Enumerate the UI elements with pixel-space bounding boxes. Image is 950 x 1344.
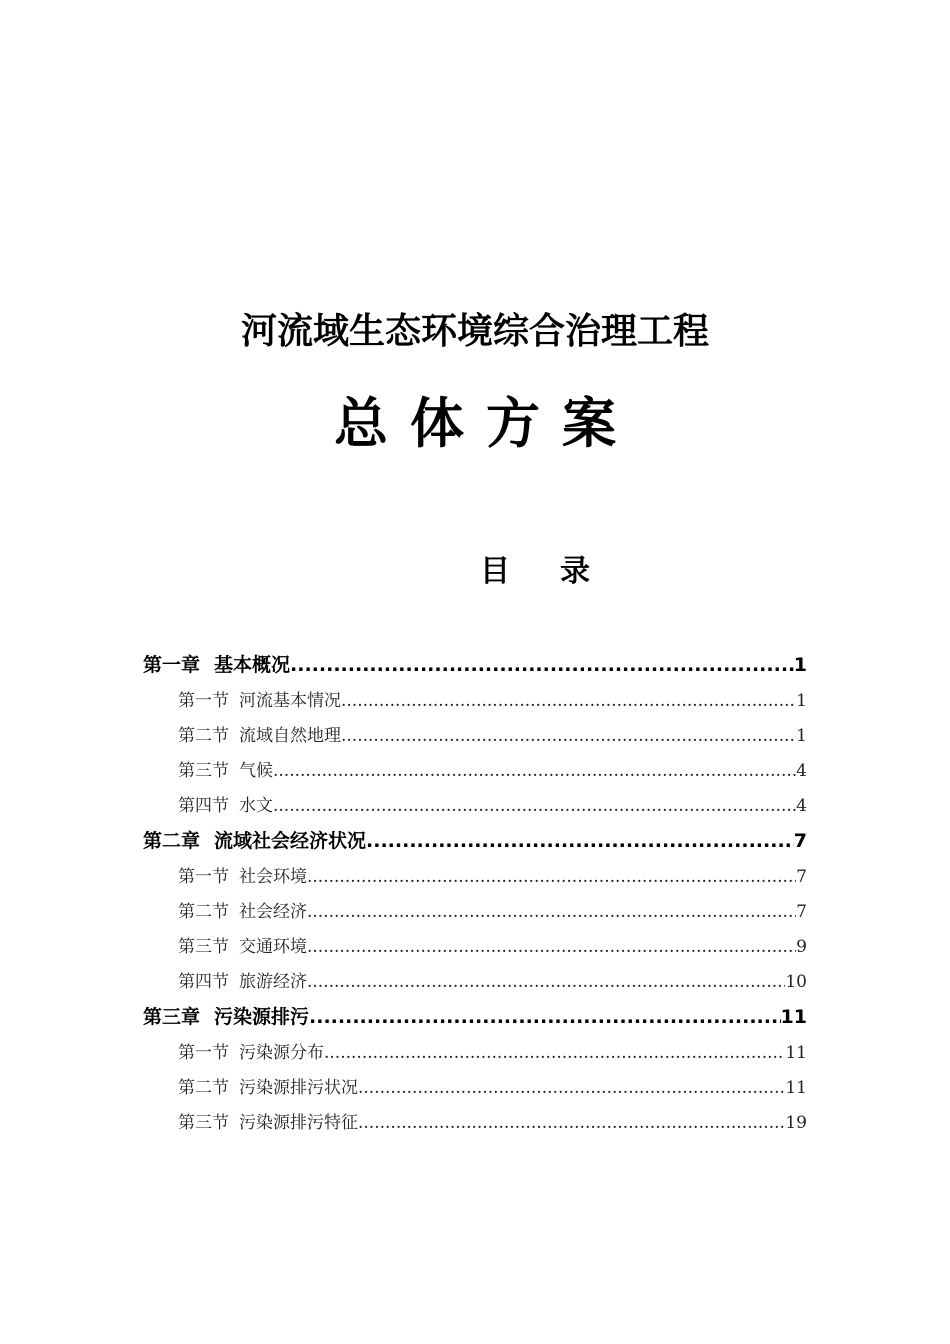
page-number: 11 xyxy=(780,1006,807,1028)
leader-dots xyxy=(341,726,796,746)
page-number: 19 xyxy=(785,1113,807,1133)
section-title: 社会经济 xyxy=(239,902,307,922)
section-number: 第一节 xyxy=(178,1043,229,1063)
leader-dots xyxy=(358,1078,785,1098)
leader-dots xyxy=(358,1113,785,1133)
toc-chapter[interactable] xyxy=(143,650,807,686)
page-number: 4 xyxy=(796,761,807,781)
section-title: 水文 xyxy=(239,796,273,816)
section-number: 第三节 xyxy=(178,937,229,957)
toc-section[interactable] xyxy=(143,686,807,721)
leader-dots xyxy=(307,937,796,957)
toc-section[interactable] xyxy=(143,756,807,791)
section-title: 污染源分布 xyxy=(239,1043,324,1063)
leader-dots xyxy=(366,830,794,852)
chapter-number: 第二章 xyxy=(143,830,201,852)
page-number: 7 xyxy=(796,902,807,922)
section-number: 第四节 xyxy=(178,972,229,992)
section-number: 第三节 xyxy=(178,761,229,781)
page-number: 1 xyxy=(796,691,807,711)
section-number: 第二节 xyxy=(178,726,229,746)
toc-chapter[interactable] xyxy=(143,826,807,862)
page-number: 10 xyxy=(785,972,807,992)
chapter-number: 第一章 xyxy=(143,654,201,676)
document-subtitle: 总体方案 xyxy=(334,392,638,455)
page-number: 1 xyxy=(793,654,807,676)
toc-section[interactable] xyxy=(143,862,807,897)
section-title: 气候 xyxy=(239,761,273,781)
toc-section[interactable] xyxy=(143,791,807,826)
section-title: 交通环境 xyxy=(239,937,307,957)
section-title: 污染源排污状况 xyxy=(239,1078,358,1098)
leader-dots xyxy=(309,1006,781,1028)
section-number: 第二节 xyxy=(178,902,229,922)
section-number: 第四节 xyxy=(178,796,229,816)
page-number: 4 xyxy=(796,796,807,816)
page-number: 7 xyxy=(793,830,807,852)
leader-dots xyxy=(341,691,796,711)
section-title: 社会环境 xyxy=(239,867,307,887)
chapter-title: 流域社会经济状况 xyxy=(214,830,367,852)
leader-dots xyxy=(307,972,785,992)
toc-section[interactable] xyxy=(143,932,807,967)
section-number: 第三节 xyxy=(178,1113,229,1133)
toc-heading xyxy=(480,552,590,592)
table-of-contents xyxy=(143,650,807,1143)
toc-section[interactable] xyxy=(143,1108,807,1143)
section-title: 旅游经济 xyxy=(239,972,307,992)
leader-dots xyxy=(324,1043,785,1063)
toc-section[interactable] xyxy=(143,721,807,756)
section-number: 第二节 xyxy=(178,1078,229,1098)
page-number: 9 xyxy=(796,937,807,957)
leader-dots xyxy=(307,902,796,922)
page-number: 11 xyxy=(785,1078,807,1098)
section-title: 河流基本情况 xyxy=(239,691,341,711)
leader-dots xyxy=(290,654,794,676)
page-number: 11 xyxy=(785,1043,807,1063)
chapter-title: 基本概况 xyxy=(214,654,291,676)
page-number: 1 xyxy=(796,726,807,746)
page-number: 7 xyxy=(796,867,807,887)
toc-section[interactable] xyxy=(143,897,807,932)
toc-chapter[interactable] xyxy=(143,1002,807,1038)
section-title: 流域自然地理 xyxy=(239,726,341,746)
leader-dots xyxy=(273,761,796,781)
toc-heading-char-2: 录 xyxy=(560,554,590,589)
document-title: 河流域生态环境综合治理工程 xyxy=(240,311,709,352)
toc-heading-char-1: 目 xyxy=(480,554,510,589)
toc-section[interactable] xyxy=(143,1038,807,1073)
leader-dots xyxy=(273,796,796,816)
toc-section[interactable] xyxy=(143,967,807,1002)
toc-section[interactable] xyxy=(143,1073,807,1108)
chapter-title: 污染源排污 xyxy=(214,1006,310,1028)
leader-dots xyxy=(307,867,796,887)
section-number: 第一节 xyxy=(178,867,229,887)
section-number: 第一节 xyxy=(178,691,229,711)
section-title: 污染源排污特征 xyxy=(239,1113,358,1133)
chapter-number: 第三章 xyxy=(143,1006,201,1028)
